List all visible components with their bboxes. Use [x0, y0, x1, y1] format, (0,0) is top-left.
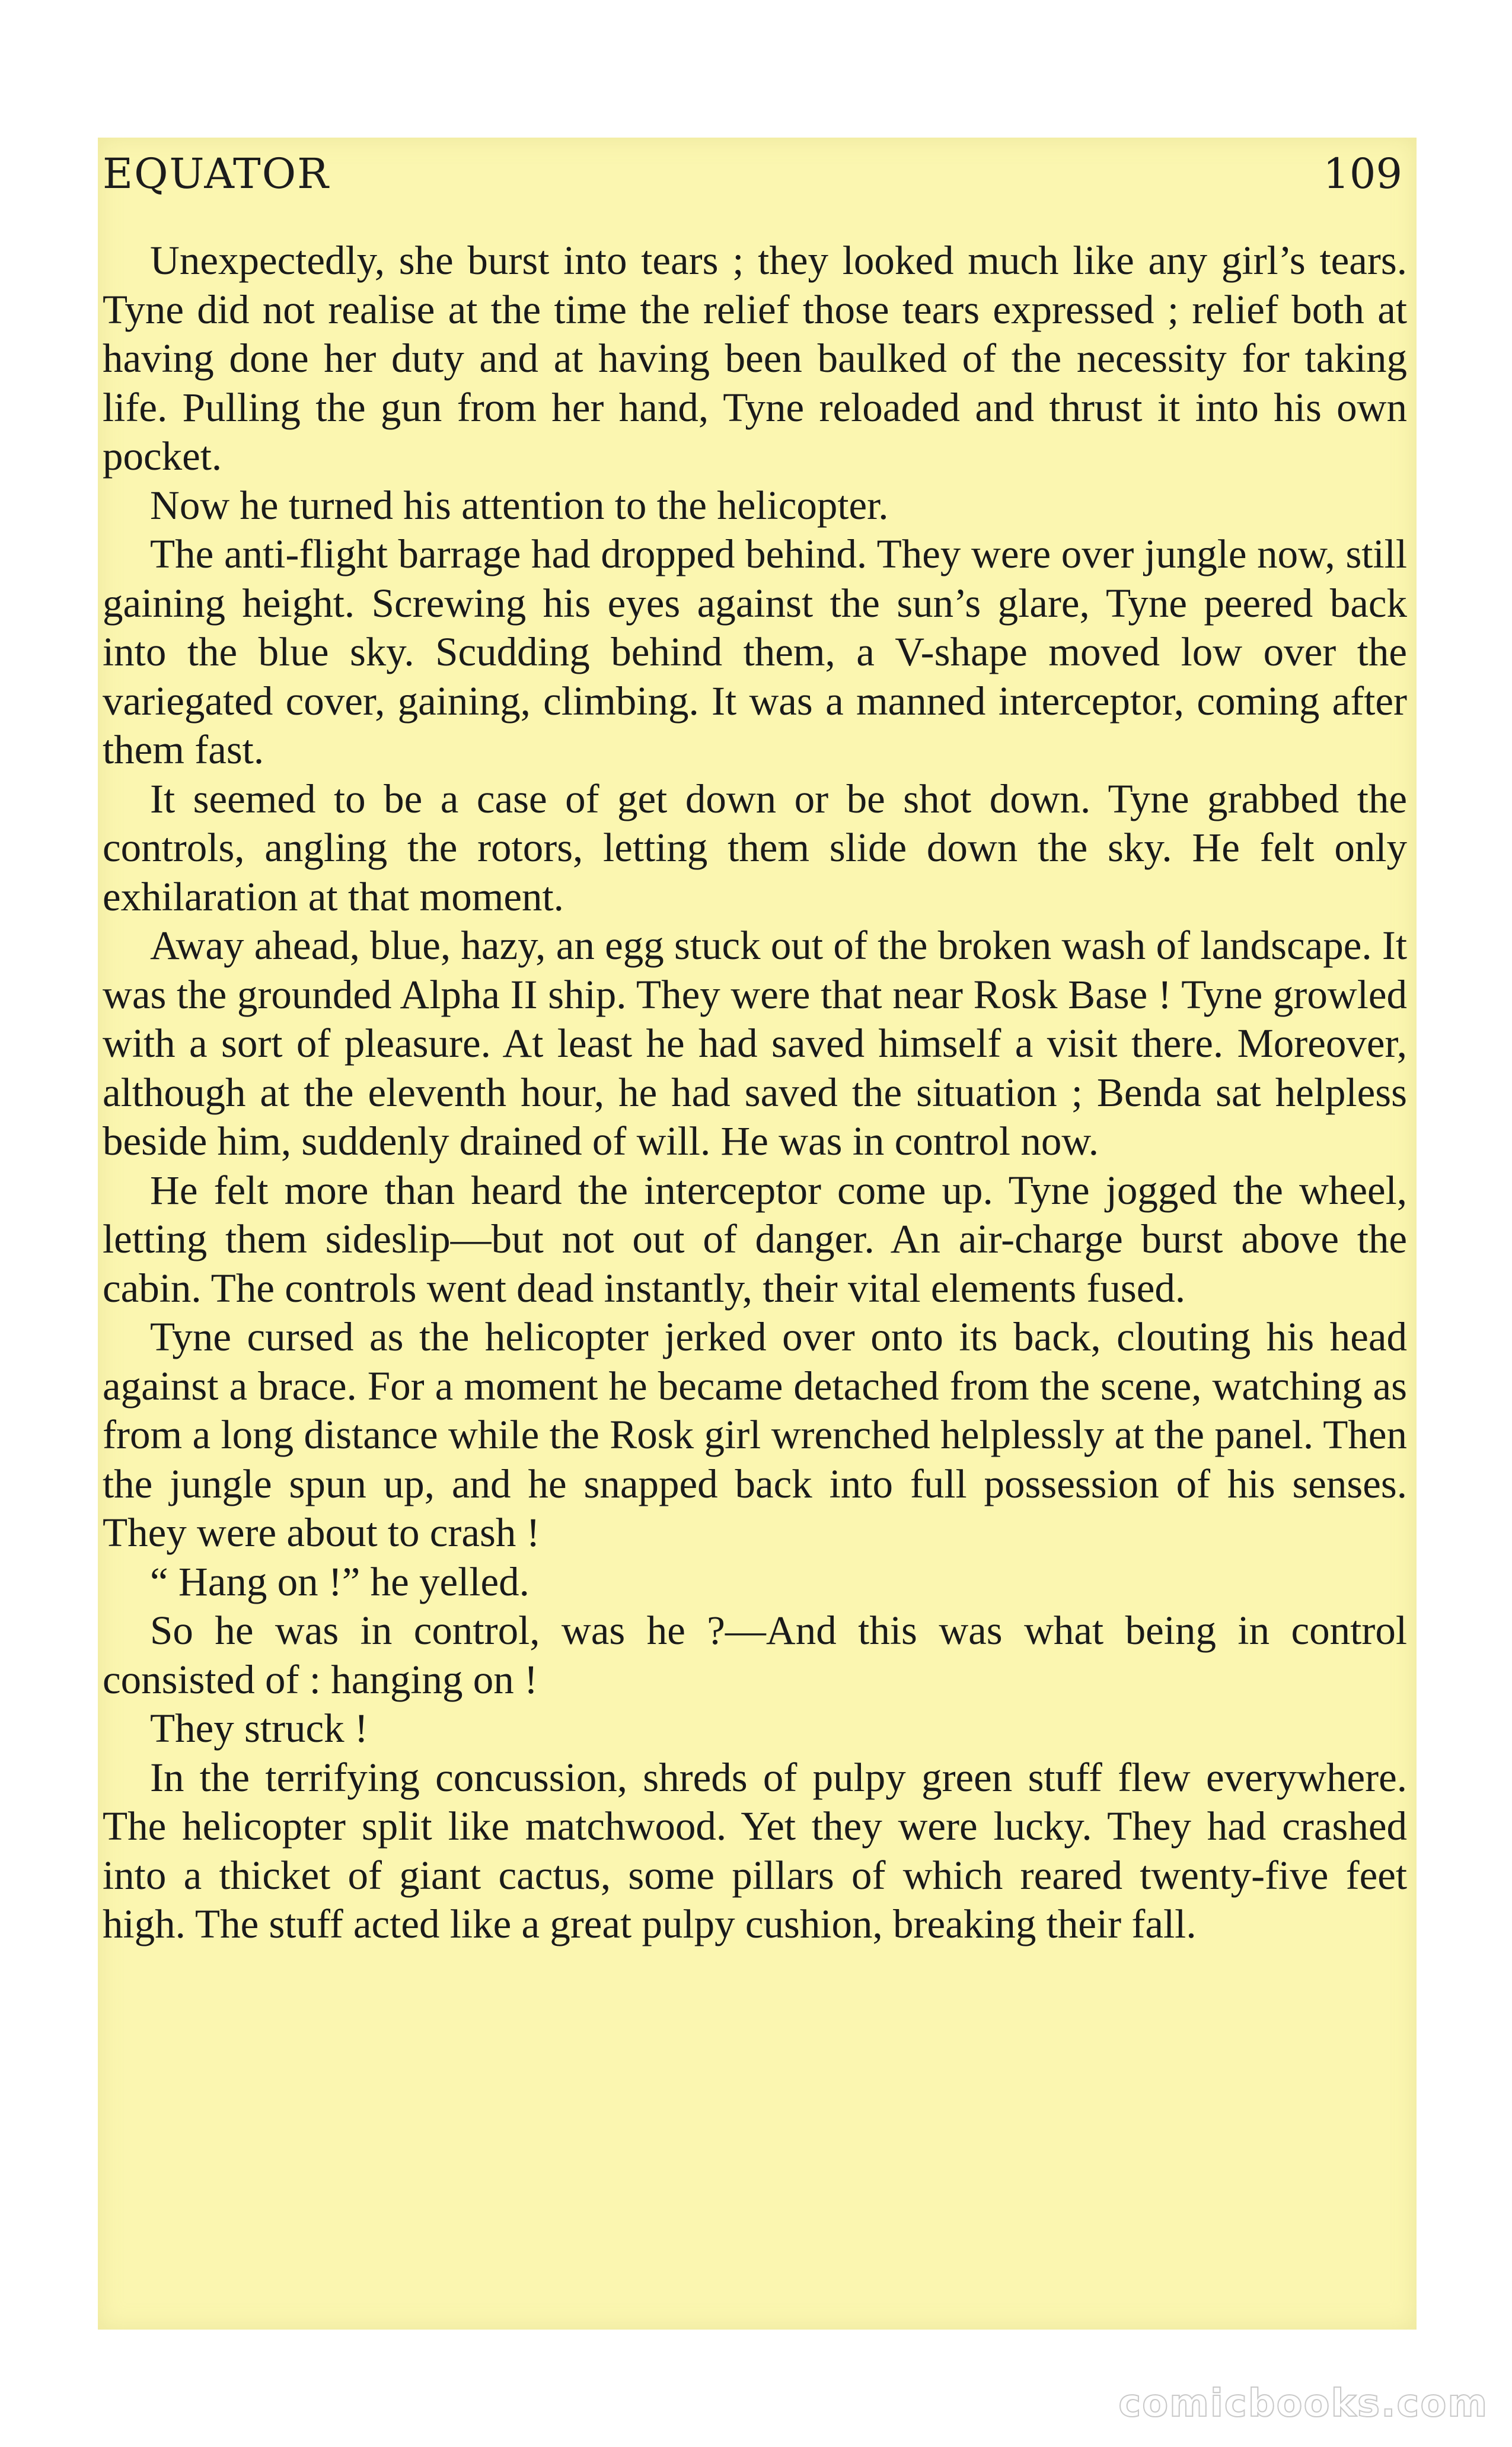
paragraph: In the terrifying concussion, shreds of pulpy green stuff flew everywhere. The helicopter split like matchwood. Yet they were lucky. They had crashed into a thicket of giant cactus, some pillars of which reared twenty-five feet high. The stuff acted like a great pulpy cushion, breaking their fall.: [103, 1754, 1407, 1946]
paragraph: It seemed to be a case of get down or be shot down. Tyne grabbed the controls, angling the rotors, letting them slide down the sky. He felt only exhilaration at that moment.: [103, 776, 1407, 919]
paragraph: They struck !: [150, 1706, 368, 1751]
paragraph: Now he turned his attention to the helicopter.: [150, 482, 889, 528]
page-number: 109: [1323, 149, 1402, 198]
paragraph: Tyne cursed as the helicopter jerked over onto its back, clouting his head against a brace. For a moment he became detached from the scene, watching as from a long distance while the Rosk girl wrenched helplessly at the panel. Then the jungle spun up, and he snapped back into full possession of his senses. They were about to crash !: [103, 1314, 1407, 1555]
body-text: [103, 236, 1407, 1949]
watermark: comicbooks.com: [1118, 2382, 1488, 2426]
running-title: EQUATOR: [103, 149, 330, 198]
paragraph: Unexpectedly, she burst into tears ; they looked much like any girl’s tears. Tyne did not realise at the time the relief those tears expressed ; relief both at having done her duty and at having been baulked of the necessity for taking life. Pulling the gun from her hand, Tyne reloaded and thrust it into his own pocket.: [103, 238, 1407, 479]
paragraph: He felt more than heard the interceptor come up. Tyne jogged the wheel, letting them sideslip—but not out of danger. An air-charge burst above the cabin. The controls went dead instantly, their vital elements fused.: [103, 1167, 1407, 1311]
paragraph: “ Hang on !” he yelled.: [150, 1559, 529, 1604]
paragraph: The anti-flight barrage had dropped behind. They were over jungle now, still gaining height. Screwing his eyes against the sun’s glare, Tyne peered back into the blue sky. Scudding behind them, a V-shape moved low over the variegated cover, gaining, climbing. It was a manned interceptor, coming after them fast.: [103, 531, 1407, 772]
paragraph: Away ahead, blue, hazy, an egg stuck out of the broken wash of landscape. It was the grounded Alpha II ship. They were that near Rosk Base ! Tyne growled with a sort of pleasure. At least he had saved himself a visit there. Moreover, although at the eleventh hour, he had saved the situation ; Benda sat helpless beside him, suddenly drained of will. He was in control now.: [103, 923, 1407, 1164]
book-page: [98, 138, 1417, 2330]
paragraph: So he was in control, was he ?—And this was what being in control consisted of : hanging on !: [103, 1608, 1407, 1702]
running-head: [98, 138, 1417, 203]
